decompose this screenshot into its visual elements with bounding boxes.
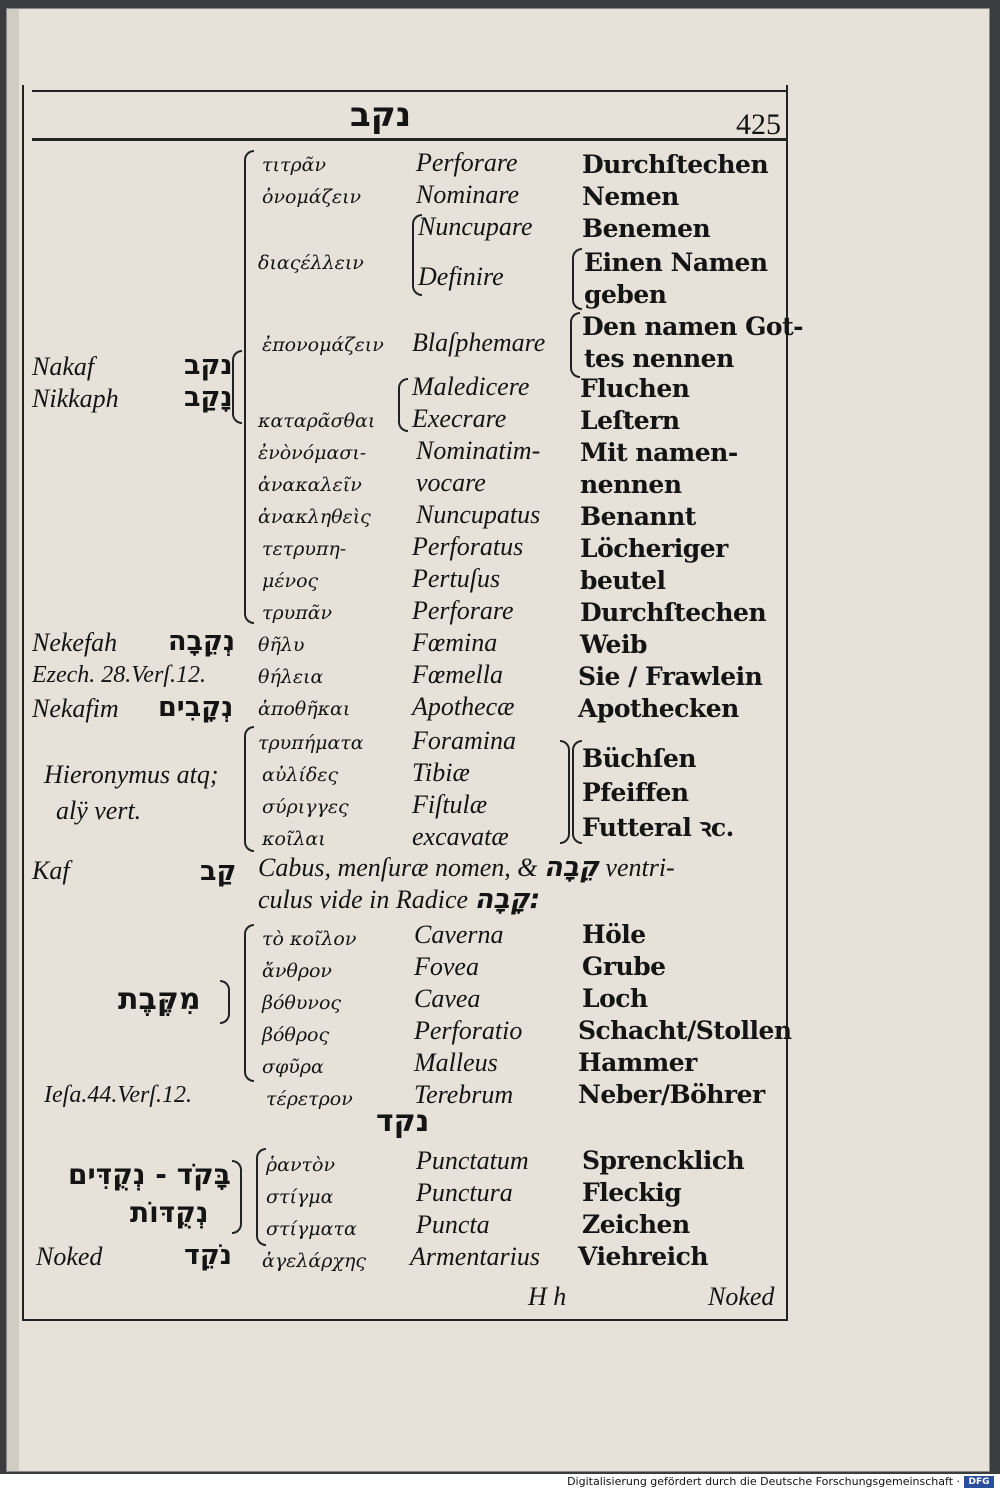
hebrew-nekafim: נְקָבִים <box>158 692 234 723</box>
german-brace-namen <box>572 248 582 310</box>
kaf-text: Cabus, menſuræ nomen, & <box>258 853 544 882</box>
hebrew-mikkeret: מִקֶּבֶת <box>118 982 201 1017</box>
german-term: Nemen <box>582 182 679 211</box>
greek-term: βόθυνος <box>262 992 342 1014</box>
german-term: Mit namen- <box>580 438 738 467</box>
latin-term: Maledicere <box>412 372 530 401</box>
label-noked: Noked <box>36 1242 103 1271</box>
greek-term: ῥαντὸν <box>266 1154 336 1176</box>
greek-term: τέρετρον <box>266 1088 353 1110</box>
hebrew-root-heading: נקב <box>350 95 412 135</box>
greek-term: θήλεια <box>258 666 324 688</box>
greek-term: διαςέλλειν <box>258 252 364 274</box>
greek-term: σφῦρα <box>262 1056 324 1078</box>
german-term: Sie / Frawlein <box>578 662 763 691</box>
ref-iesa: Ieſa.44.Verſ.12. <box>44 1082 192 1108</box>
german-term: Hammer <box>578 1048 697 1077</box>
latin-term: Terebrum <box>414 1080 514 1109</box>
german-term: Apothecken <box>578 694 739 723</box>
greek-term: σύριγγες <box>262 796 349 818</box>
greek-term: ἀγελάρχης <box>262 1250 366 1272</box>
latin-term: excavatæ <box>412 822 509 851</box>
greek-term: ἀνακαλεῖν <box>258 474 362 496</box>
german-term: beutel <box>580 566 666 595</box>
german-term: Benemen <box>582 214 711 243</box>
greek-brace-foramina <box>244 726 254 852</box>
greek-term: θῆλυ <box>258 634 305 656</box>
label-aly-vert: alÿ vert. <box>56 796 142 825</box>
greek-term: ἀνακληθεὶς <box>258 506 371 528</box>
hebrew-brace-mikkeret <box>220 980 230 1024</box>
latin-term: Nominare <box>416 180 520 209</box>
page-number: 425 <box>736 108 781 141</box>
hebrew-kaf: קַב <box>200 856 237 887</box>
latin-term: Perforare <box>416 148 518 177</box>
hebrew-nakaf: נקב <box>184 350 233 381</box>
greek-term: ἐνὸνόμασι- <box>258 442 367 464</box>
latin-term: Caverna <box>414 920 504 949</box>
kaf-definition-line-1 <box>258 852 675 883</box>
top-rule <box>32 90 788 92</box>
greek-term: αὐλίδες <box>262 764 339 786</box>
latin-term: Fœmella <box>412 660 503 689</box>
subroot-heading: נקד <box>376 1104 430 1139</box>
german-term: Einen Namen <box>584 248 768 277</box>
catchword: Noked <box>708 1282 775 1311</box>
german-term: Den namen Got- <box>582 312 804 341</box>
latin-term: Fovea <box>414 952 479 981</box>
german-term: Fleckig <box>582 1178 682 1207</box>
german-term: Grube <box>582 952 666 981</box>
latin-term: Punctatum <box>416 1146 529 1175</box>
signature-mark: H h <box>528 1282 567 1311</box>
hebrew-kavah: קָבָה: <box>474 884 541 915</box>
latin-term: Armentarius <box>410 1242 540 1271</box>
german-term: Benannt <box>580 502 696 531</box>
hebrew-nikkaph: נָקַב <box>184 382 233 413</box>
german-term: Durchſtechen <box>580 598 767 627</box>
latin-term: Perforare <box>412 596 514 625</box>
greek-term: κοῖλαι <box>262 828 326 850</box>
german-term: Pfeiffen <box>582 778 689 807</box>
greek-brace-caverna <box>244 924 254 1082</box>
german-term: Büchſen <box>582 744 697 773</box>
hebrew-bekudim: בָּקֹד - נְקֻדִּים <box>68 1158 231 1191</box>
latin-term: Punctura <box>416 1178 513 1207</box>
german-term: Weib <box>580 630 647 659</box>
greek-term: μένος <box>262 570 319 592</box>
german-term: Sprencklich <box>582 1146 745 1175</box>
german-term: Fluchen <box>580 374 690 403</box>
hebrew-bekudot: נְקֻדּוֹת <box>130 1196 209 1229</box>
scan-edge <box>7 9 19 1471</box>
german-term: Loch <box>582 984 648 1013</box>
label-hieronymus: Hieronymus atq; <box>44 760 219 789</box>
label-kaf: Kaf <box>32 856 70 885</box>
kaf-definition-line-2 <box>258 884 540 915</box>
latin-term: Blaſphemare <box>412 328 546 357</box>
label-nekefah: Nekefah <box>32 628 118 657</box>
greek-term: στίγμα <box>266 1186 334 1208</box>
latin-term: Cavea <box>414 984 481 1013</box>
german-term: Leſtern <box>580 406 680 435</box>
hebrew-nekefah: נְקֵבָה <box>168 626 236 657</box>
latin-term: Nuncupatus <box>416 500 541 529</box>
german-term: Neber/Böhrer <box>578 1080 765 1109</box>
german-term: Futteral ꝛc. <box>582 813 734 842</box>
greek-term: στίγματα <box>266 1218 357 1240</box>
latin-term: Execrare <box>412 404 507 433</box>
greek-term: ἀποθῆκαι <box>258 698 351 720</box>
german-term: nennen <box>580 470 682 499</box>
german-term: Durchſtechen <box>582 150 769 179</box>
greek-term: καταρᾶσθαι <box>258 410 376 432</box>
greek-term: βόθρος <box>262 1024 330 1046</box>
greek-term: τὸ κοῖλον <box>262 928 357 950</box>
greek-term: τρυπᾶν <box>262 602 333 624</box>
german-term: Löcheriger <box>580 534 728 563</box>
latin-term: Perforatio <box>414 1016 523 1045</box>
latin-term: Definire <box>418 262 504 291</box>
bottom-rule <box>22 1319 786 1321</box>
header-rule <box>32 138 788 141</box>
latin-term: Apothecæ <box>412 692 515 721</box>
german-term: Höle <box>582 920 646 949</box>
greek-brace-punctatum <box>256 1148 266 1246</box>
latin-term: Foramina <box>412 726 516 755</box>
latin-term: Nuncupare <box>418 212 533 241</box>
greek-term: ἄνθρον <box>262 960 332 982</box>
kaf-text-end: ventri- <box>598 853 675 882</box>
german-brace-blasphemare <box>570 312 580 378</box>
dfg-logo[interactable]: DFG <box>964 1476 994 1488</box>
german-brace-buchsen <box>572 740 582 844</box>
root-brace <box>232 350 242 424</box>
german-term: tes nennen <box>584 344 734 373</box>
german-term: Schacht/Stollen <box>578 1016 792 1045</box>
label-nakaf: Nakaf <box>32 352 95 381</box>
greek-term: τρυπήματα <box>258 732 364 754</box>
latin-term: Tibiæ <box>412 758 470 787</box>
latin-brace-maledicere <box>398 378 408 432</box>
label-nekafim: Nekafim <box>32 694 119 723</box>
digitization-credit: Digitalisierung gefördert durch die Deutsche Forschungsgemeinschaft · <box>567 1475 960 1488</box>
main-brace <box>244 150 254 624</box>
hebrew-noked: נֹקֵד <box>184 1240 232 1271</box>
kaf-text: culus vide in Radice <box>258 885 475 914</box>
greek-term: τετρυπη- <box>262 538 347 560</box>
latin-term: Perforatus <box>412 532 524 561</box>
hebrew-brace-bekudim <box>232 1160 242 1234</box>
german-term: geben <box>584 280 667 309</box>
german-term: Zeichen <box>582 1210 690 1239</box>
greek-term: ὀνομάζειν <box>262 186 362 208</box>
latin-term: Pertuſus <box>412 564 501 593</box>
latin-term: Malleus <box>414 1048 498 1077</box>
label-nikkaph: Nikkaph <box>32 384 119 413</box>
latin-term: Puncta <box>416 1210 490 1239</box>
hebrew-kevah: קֵבָה <box>544 852 599 883</box>
latin-term: Fœmina <box>412 628 498 657</box>
latin-term: Fiſtulæ <box>412 790 488 819</box>
latin-term: Nominatim- <box>416 436 541 465</box>
ref-ezech: Ezech. 28.Verſ.12. <box>32 662 206 688</box>
latin-term: vocare <box>416 468 486 497</box>
german-term: Viehreich <box>578 1242 709 1271</box>
greek-term: τιτρᾶν <box>262 154 327 176</box>
greek-term: ἐπονομάζειν <box>262 334 384 356</box>
latin-brace-foramina <box>560 740 570 844</box>
